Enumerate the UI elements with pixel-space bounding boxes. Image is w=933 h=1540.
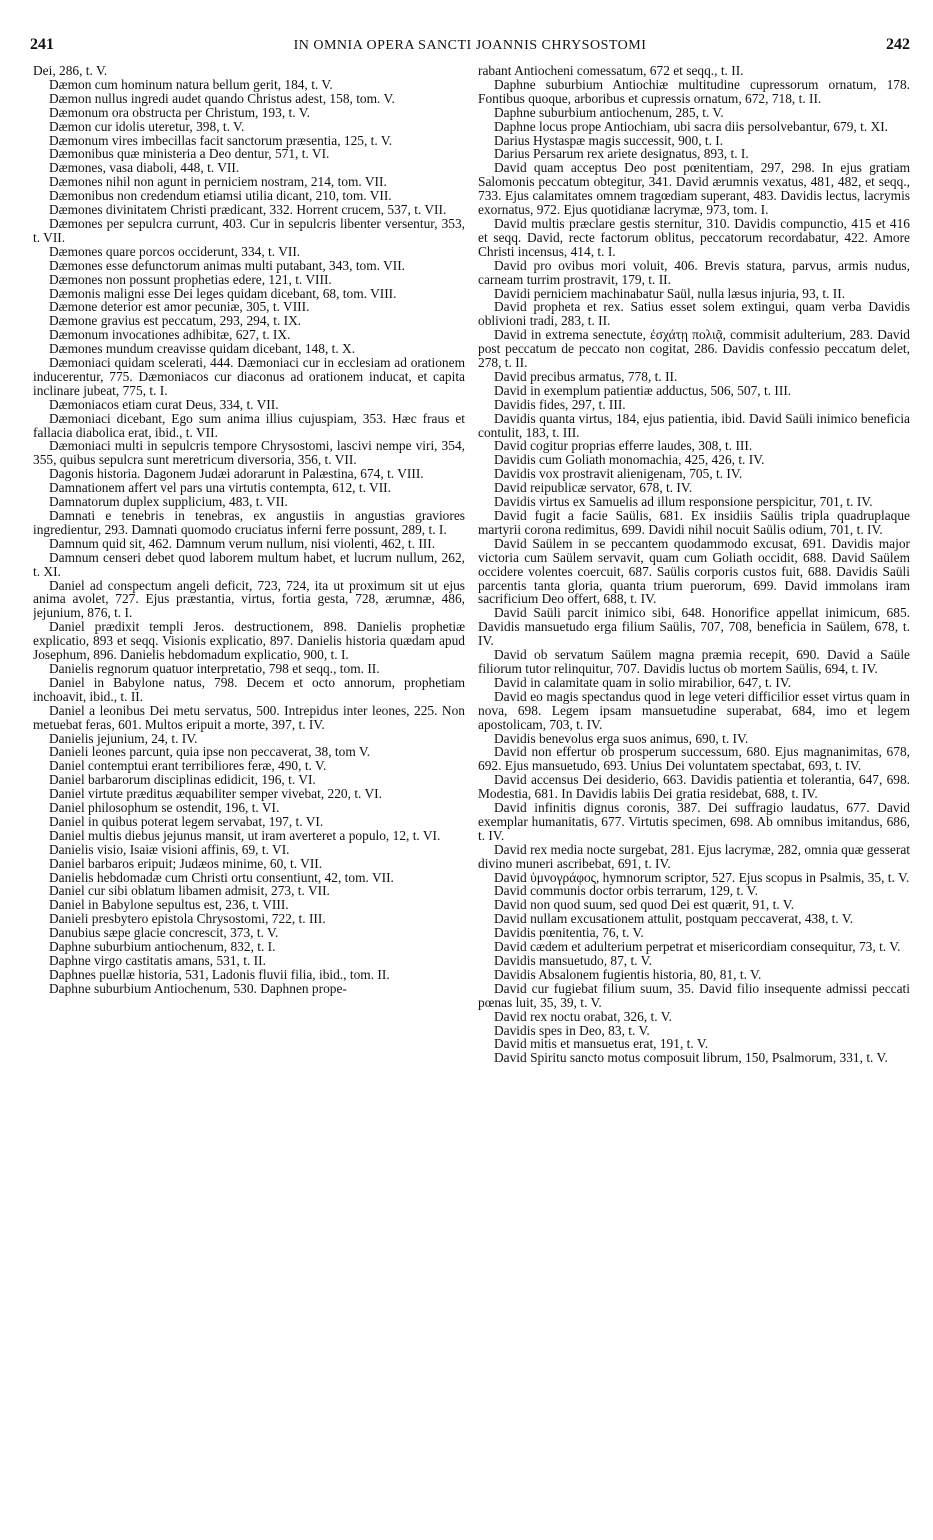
index-entry: David infinitis dignus coronis, 387. Dei suffragio laudatus, 677. David exemplar humanitatis, 677. Virtutis specimen, 698. Ab omnibus imitandus, 686, t. IV. [478,800,910,843]
index-entry: Dæmones non possunt prophetias edere, 121, t. VIII. [49,271,332,287]
index-entry: David rex media nocte surgebat, 281. Ejus lacrymæ, 282, omnia quæ gesserat divino muneri ascribebat, 691, t. IV. [478,841,910,871]
index-entry: David Saülem in se peccantem quodammodo excusat, 691. Davidis major victoria cum Saülem servavit, quam cum Goliath occidit, 688. David Saülem occidere volentes coercuit, 687. Saülis corporis custos fuit, 688. Davidis Saüli parcentis tanta gloria, quanta trium puerorum, 699. David immolans iram sacrificium Deo offert, 688, t. IV. [478,535,910,607]
index-entry: David eo magis spectandus quod in lege veteri difficilior esset virtus quam in nova, 698. Legem ipsam mansuetudine superabat, 684, imo et legem apostolicam, 703, t. IV. [478,688,910,732]
index-entry: Darius Hystaspæ magis successit, 900, t. I. [494,132,724,148]
index-entry: Davidis quanta virtus, 184, ejus patientia, ibid. David Saüli inimico beneficia contulit, 183, t. III. [478,410,910,440]
index-entry: David non quod suum, sed quod Dei est quærit, 91, t. V. [494,897,795,913]
index-entry: Dæmonibus non credendum etiamsi utilia dicant, 210, tom. VII. [49,188,392,204]
index-entry: Dæmones quare porcos occiderunt, 334, t. VII. [49,243,301,259]
index-entry: David in extrema senectute, ἐσχάτῃ πολιᾷ, commisit adulterium, 283. David post peccatum de peccato non cogitat, 286. Davidis confessio peccatum delet, 278, t. II. [478,327,910,371]
index-entry: Damnum censeri debet quod laborem multum habet, et lucrum nullum, 262, t. XI. [33,549,465,579]
index-entry: Daniel in Babylone natus, 798. Decem et octo annorum, prophetiam inchoavit, ibid., t. II. [33,674,465,704]
page-header [30,36,910,60]
index-entry: Damnati e tenebris in tenebras, ex angustiis in angustias graviores ingredientur, 293. Damnati quomodo cruciatus inferni ferre possunt, 289, t. I. [33,508,465,537]
index-entry: Daphne virgo castitatis amans, 531, t. II. [49,953,266,968]
index-entry: Dæmone gravius est peccatum, 293, 294, t. IX. [49,313,302,329]
index-entry: Davidis pœnitentia, 76, t. V. [494,925,644,941]
index-column-right [478,64,910,1524]
index-entry: Daniel multis diebus jejunus mansit, ut iram averteret a populo, 12, t. VI. [49,827,441,843]
index-entry: Davidis benevolus erga suos animus, 690, t. IV. [494,730,749,746]
index-entry: Darius Persarum rex ariete designatus, 893, t. I. [494,146,749,162]
index-entry: Davidis vox prostravit alienigenam, 705, t. IV. [494,466,743,482]
index-entry: Davidis virtus ex Samuelis ad illum responsione perspicitur, 701, t. IV. [494,494,873,510]
index-column-left [33,64,465,1524]
index-entry: David accensus Dei desiderio, 663. Davidis patientia et tolerantia, 647, 698. Modestia, 681. In Davidis labiis Dei gratia residebat, 688, t. IV. [478,772,910,802]
index-entry: Dæmones divinitatem Christi prædicant, 332. Horrent crucem, 537, t. VII. [49,202,447,218]
index-entry: Daphne locus prope Antiochiam, ubi sacra diis persolvebantur, 679, t. XI. [494,118,889,134]
index-entry: Daphnes puellæ historia, 531, Ladonis fluvii filia, ibid., tom. II. [49,966,390,982]
index-entry: David communis doctor orbis terrarum, 129, t. V. [494,883,758,899]
index-entry: Daniel contemptui erant terribiliores feræ, 490, t. V. [49,758,327,774]
index-entry: David cogitur proprias efferre laudes, 308, t. III. [494,438,753,454]
index-entry: Dei, 286, t. V. [33,64,108,78]
index-entry: Daniel a leonibus Dei metu servatus, 500. Intrepidus inter leones, 225. Non metuebat feras, 601. Multos eripuit a morte, 397, t. IV. [33,702,465,732]
index-entry: Dæmon nullus ingredi audet quando Christus adest, 158, tom. V. [49,90,395,106]
index-entry: Davidis fides, 297, t. III. [494,396,626,412]
index-entry: Daphne suburbium Antiochenum, 530. Daphnen prope- [49,980,347,996]
index-entry: David mitis et mansuetus erat, 191, t. V. [494,1036,709,1052]
index-entry: Daniel cur sibi oblatum libamen admisit, 273, t. VII. [49,883,330,899]
index-entry: David multis præclare gestis sternitur, 310. Davidis compunctio, 415 et 416 et seqq. David, recte factorum oblitus, peccatorum recordabatur, 422. Amore Christi incensus, 414, t. I. [478,215,910,259]
index-entry: Dæmoniaci dicebant, Ego sum anima illius cujuspiam, 353. Hæc fraus et fallacia diabolica erat, ibid., t. VII. [33,410,465,440]
index-entry: David ὑμνογράφος, hymnorum scriptor, 527. Ejus scopus in Psalmis, 35, t. V. [494,869,910,885]
index-entry: Davidis mansuetudo, 87, t. V. [494,953,652,968]
index-entry: David reipublicæ servator, 678, t. IV. [494,480,693,496]
index-entry: David ob servatum Saülem magna præmia recepit, 690. David a Saüle filiorum tutor relinquitur, 707. Davidis luctus ob mortem Saülis, 694, t. IV. [478,647,910,676]
index-entry: rabant Antiocheni comessatum, 672 et seqq., t. II. [478,64,744,78]
running-title: IN OMNIA OPERA SANCTI JOANNIS CHRYSOSTOMI [293,38,647,53]
index-entry: Danielis jejunium, 24, t. IV. [49,730,198,746]
index-entry: Dagonis historia. Dagonem Judæi adorarunt in Palæstina, 674, t. VIII. [49,466,424,482]
index-entry: Dæmone deterior est amor pecuniæ, 305, t. VIII. [49,299,310,315]
index-entry: Damnatorum duplex supplicium, 483, t. VII. [49,494,288,510]
index-entry: David nullam excusationem attulit, postquam peccaverat, 438, t. V. [494,911,854,927]
index-entry: David cædem et adulterium perpetrat et misericordiam consequitur, 73, t. V. [494,939,901,955]
index-entry: Dæmones, vasa diaboli, 448, t. VII. [49,160,240,176]
index-entry: David quam acceptus Deo post pœnitentiam, 297, 298. In ejus gratiam Salomonis peccatum obtegitur, 341. David ærumnis vexatus, 481, 482, et seqq., 733. Ejus calamitates omnem tragœdiam superant, 483. Davidis lectus, lacrymis exornatus, 972. Ejus quotidianæ lacrymæ, 973, tom. I. [478,160,910,218]
index-entry: Daniel philosophum se ostendit, 196, t. VI. [49,800,280,816]
index-entry: David cur fugiebat filium suum, 35. David filio insequente admissi peccati pœnas luit, 35, 39, t. V. [478,980,910,1010]
index-entry: Dæmonum ora obstructa per Christum, 193, t. V. [49,104,310,120]
index-entry: David in exemplum patientiæ adductus, 506, 507, t. III. [494,382,792,398]
index-entry: Dæmones mundum creavisse quidam dicebant, 148, t. X. [49,341,356,357]
index-entry: David Spiritu sancto motus composuit librum, 150, Psalmorum, 331, t. V. [494,1050,888,1066]
index-entry: Damnationem affert vel pars una virtutis contempta, 612, t. VII. [49,480,391,496]
index-entry: Dæmonum invocationes adhibitæ, 627, t. IX. [49,327,291,343]
index-entry: David precibus armatus, 778, t. II. [494,368,678,384]
index-entry: Dæmonis maligni esse Dei leges quidam dicebant, 68, tom. VIII. [49,285,397,301]
index-entry: Davidis spes in Deo, 83, t. V. [494,1022,650,1038]
index-entry: Danieli presbytero epistola Chrysostomi, 722, t. III. [49,911,326,927]
index-entry: Daphne suburbium Antiochiæ multitudine cupressorum ornatum, 178. Fontibus quoque, arboribus et cupressis ornatum, 672, 718, t. II. [478,76,910,106]
index-entry: Daniel ad conspectum angeli deficit, 723, 724, ita ut proximum sit ut ejus anima avolet, 727. Ejus præstantia, virtus, fortia gesta, 728, ærumnæ, 486, jejunium, 876, t. I. [33,577,465,621]
index-entry: Daniel virtute præditus æquabiliter semper vivebat, 220, t. VI. [49,786,382,802]
index-entry: Damnum quid sit, 462. Damnum verum nullum, nisi violenti, 462, t. III. [49,535,436,551]
index-entry: Danielis visio, Isaiæ visioni affinis, 69, t. VI. [49,841,290,857]
index-entry: David Saüli parcit inimico sibi, 648. Honorifice appellat inimicum, 685. Davidis mansuetudo erga filium Saülis, 707, 708, beneficia in Saülem, 678, t. IV. [478,605,910,649]
index-entry: David fugit a facie Saülis, 681. Ex insidiis Saülis tripla quadruplaque martyrii corona redimitus, 699. Davidi nihil nocuit Saülis odium, 701, t. IV. [478,508,910,537]
index-entry: David propheta et rex. Satius esset solem extingui, quam verba Davidis oblivioni tradi, 283, t. II. [478,299,910,329]
index-entry: David in calamitate quam in solio mirabilior, 647, t. IV. [494,674,792,690]
index-entry: David rex noctu orabat, 326, t. V. [494,1008,673,1024]
index-entry: Dæmon cur idolis uteretur, 398, t. V. [49,118,245,134]
index-entry: Dæmoniaci quidam scelerati, 444. Dæmoniaci cur in ecclesiam ad orationem inducerentur, 775. Dæmoniacos cur diaconus ad orationem inducat, et capita inclinare jubeat, 775, t. I. [33,355,465,398]
index-entry: Daniel barbarorum disciplinas edidicit, 196, t. VI. [49,772,316,788]
index-entry: Dæmones per sepulcra currunt, 403. Cur in sepulcris libenter versentur, 353, t. VII. [33,215,465,245]
index-entry: David non effertur ob prosperum successum, 680. Ejus magnanimitas, 678, 692. Ejus mansuetudo, 693. Unius Dei voluntatem spectabat, 693, t. IV. [478,744,910,774]
index-entry: Danieli leones parcunt, quia ipse non peccaverat, 38, tom V. [49,744,371,760]
page-number-left: 241 [30,36,54,53]
index-entry: Daniel barbaros eripuit; Judæos minime, 60, t. VII. [49,855,323,871]
index-entry: Daphne suburbium antiochenum, 832, t. I. [49,939,276,955]
index-entry: Daniel in quibus poterat legem servabat, 197, t. VI. [49,813,324,829]
index-entry: Davidis cum Goliath monomachia, 425, 426, t. IV. [494,452,765,468]
index-entry: Daphne suburbium antiochenum, 285, t. V. [494,104,724,120]
index-entry: Davidi perniciem machinabatur Saül, nulla læsus injuria, 93, t. II. [494,285,846,301]
index-entry: Dæmoniaci multi in sepulcris tempore Chrysostomi, lascivi nempe viri, 354, 355, quibus sepulcra sunt meretricum diversoria, 356, t. VII. [33,438,465,468]
index-entry: Dæmonibus quæ ministeria a Deo dentur, 571, t. VI. [49,146,330,162]
index-entry: Dæmon cum hominum natura bellum gerit, 184, t. V. [49,76,333,92]
index-entry: Daniel in Babylone sepultus est, 236, t. VIII. [49,897,289,913]
index-entry: Daniel prædixit templi Jeros. destructionem, 898. Danielis prophetiæ explicatio, 893 et seqq. Visionis explicatio, 897. Danielis historia quædam apud Josephum, 896. Danielis hebdomadum explicatio, 900, t. I. [33,619,465,663]
index-entry: Danielis hebdomadæ cum Christi ortu consentiunt, 42, tom. VII. [49,869,394,885]
index-entry: Dæmonum vires imbecillas facit sanctorum præsentia, 125, t. V. [49,132,393,148]
page-number-right: 242 [886,36,910,53]
index-entry: Danielis regnorum quatuor interpretatio, 798 et seqq., tom. II. [49,660,380,676]
index-entry: Dæmones esse defunctorum animas multi putabant, 343, tom. VII. [49,257,406,273]
index-entry: Dæmoniacos etiam curat Deus, 334, t. VII. [49,396,279,412]
index-entry: Danubius sæpe glacie concrescit, 373, t. V. [49,925,279,941]
index-entry: Davidis Absalonem fugientis historia, 80, 81, t. V. [494,966,762,982]
index-entry: David pro ovibus mori voluit, 406. Brevis statura, parvus, armis nudus, carneam turrim prostravit, 179, t. II. [478,257,910,287]
index-entry: Dæmones nihil non agunt in perniciem nostram, 214, tom. VII. [49,174,387,190]
